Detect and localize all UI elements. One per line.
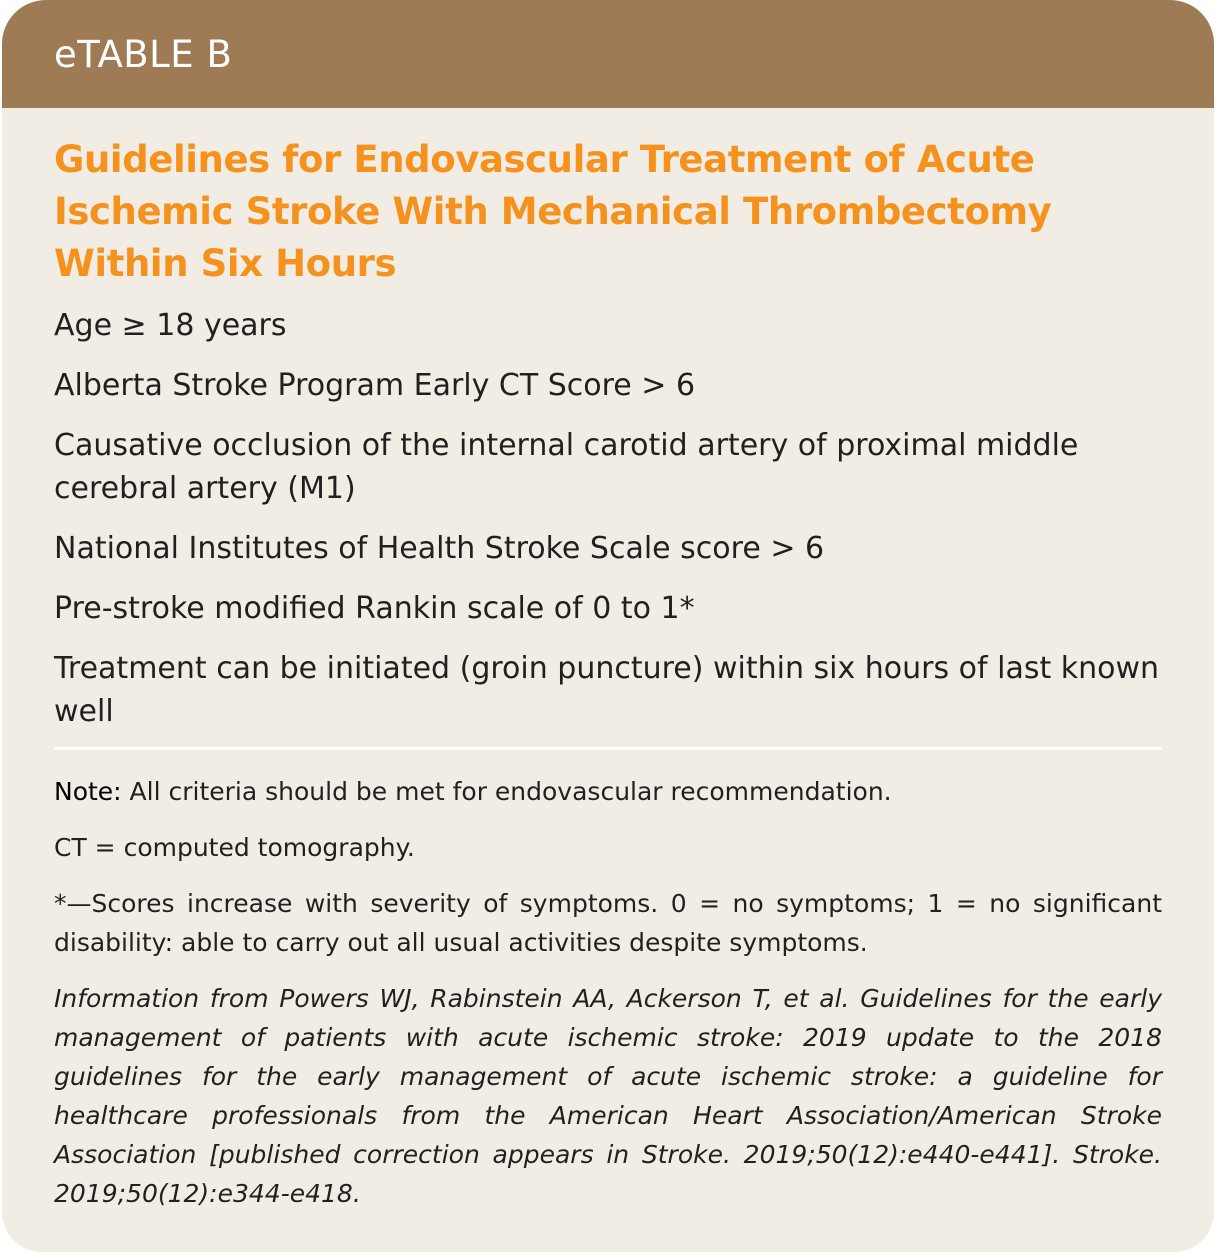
criteria-item-nihss: National Institutes of Health Stroke Scale score > 6 <box>54 531 825 566</box>
table-title: Guidelines for Endovascular Treatment of Acute Ischemic Stroke With Mechanical Thrombectomy Within Six Hours <box>54 138 1052 285</box>
criteria-item-occlusion: Causative occlusion of the internal carotid artery of proximal middle cerebral artery (M1) <box>54 428 1079 506</box>
section-divider <box>54 747 1162 750</box>
table-label: eTABLE B <box>54 32 233 76</box>
note-text: All criteria should be met for endovascular recommendation. <box>121 777 892 806</box>
table-card <box>2 0 1214 1252</box>
asterisk-note: *—Scores increase with severity of symptoms. 0 = no symptoms; 1 = no significant disability: able to carry out all usual activities despite symptoms. <box>54 889 1162 957</box>
source-citation: Information from Powers WJ, Rabinstein AA, Ackerson T, et al. Guidelines for the early management of patients with acute ischemic stroke: 2019 update to the 2018 guidelines for the early management of acute ischemic stroke: a guideline for healthcare professionals from the American Heart Association/American Stroke Association [published correction appears in Stroke. 2019;50(12):e440-e441]. Stroke. 2019;50(12):e344-e418. <box>54 984 1162 1208</box>
table-content <box>2 108 1214 1213</box>
criteria-item-age: Age ≥ 18 years <box>54 308 287 343</box>
criteria-list <box>54 304 1162 733</box>
criteria-item-aspects: Alberta Stroke Program Early CT Score > 6 <box>54 368 696 403</box>
criteria-item-timing: Treatment can be initiated (groin puncture) within six hours of last known well <box>54 651 1160 729</box>
abbreviation-note: CT = computed tomography. <box>54 833 415 862</box>
table-header-bar <box>2 0 1214 108</box>
note-label: Note: <box>54 777 122 806</box>
note-line <box>54 772 1162 811</box>
criteria-item-rankin: Pre-stroke modified Rankin scale of 0 to 1* <box>54 591 695 626</box>
